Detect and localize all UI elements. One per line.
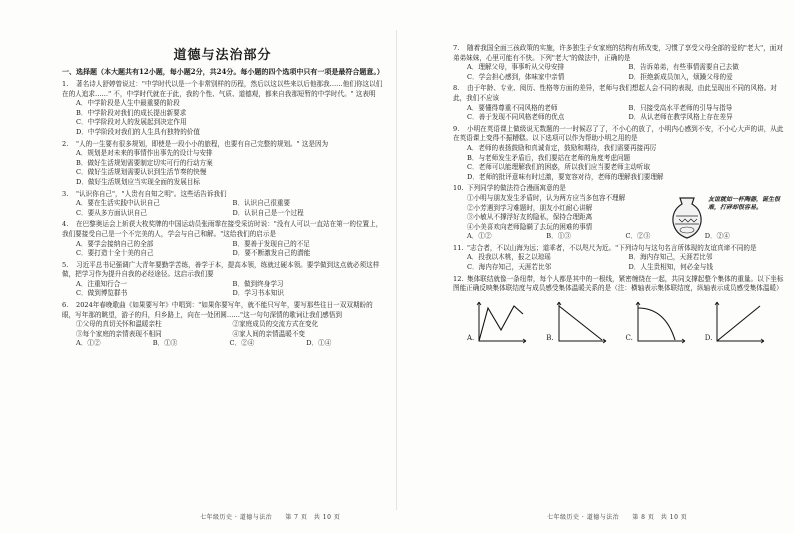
option-a: A．中学阶段是人生中最重要的阶段 (76, 99, 180, 108)
question-9 (453, 125, 784, 183)
answer-b: B．①③ (546, 232, 571, 241)
question-stem (453, 275, 784, 294)
question-text: 著名诗人舒婷曾说过："中学时代以是一个非常别样的历程，然后以这以些来以后他那我……他们你这以们在的人追求……" 不，中学时代就在于此，我的个性、气质、道德观，都来自我那短暂的中学时代。" 这表明 (62, 80, 383, 98)
option-b: B．中学阶段对我们的成长提出新要求 (76, 108, 187, 117)
question-stem (453, 125, 784, 144)
question-text: 集体联结就像一条纽带，每个人都是其中的一根线，紧密缠绕在一起，共同支撑起整个集体的重量。以下坐标图能正确反映集体联结度与成员感受集体温暖关系的是（注：横轴表示集体联结度，纵轴表示成员感受集体温暖） (453, 274, 784, 293)
question-number: 7. (453, 44, 460, 52)
statement-1: ①父母的真切关怀和温暖亲柱 (76, 320, 162, 329)
graph-a-plot (476, 300, 528, 344)
question-number: 1. (62, 80, 69, 88)
option-b: B．告诉弟弟，有些事情需要自己去做 (628, 63, 739, 72)
statement-3: ③每个家庭的亲情表现不相同 (76, 329, 162, 338)
section-heading: 一、选择题（本大题共有12小题，每小题2分，共24分。每小题的四个选项中只有一项是最符合题意。） (62, 67, 384, 76)
statement-2: ②小芳遇到学习难题时，朋友小红耐心讲解 (467, 203, 593, 212)
question-text: 随着我国全面三孩政策的实施，许多独生子女家庭的结构有所改变，习惯了享受父母全部的爱的"老大"，面对弟弟妹妹，心里可能有不快。下列"老大"的做法中，正确的是 (453, 44, 783, 62)
question-number: 12. (453, 274, 464, 283)
option-b: B．只接受高水平老师的引导与指导 (628, 103, 733, 112)
question-11 (453, 244, 784, 273)
question-text: 由于年龄、专业、阅历、性格等方面的差异，老师与我们想起人会不同的表现，由此呈现出不同的风格。对此，我们不应该 (453, 84, 777, 102)
question-text: 习近平总书记强调广大青年要勤学苦练，善学于本，提高本领，练就过硬本领。要学做到这点就必须这样做，把学习作为提升自我的必经途径。这启示我们要 (62, 260, 380, 279)
option-d: D．老师的批评意味有时过激，要宽容对待，老师的理解我们要理解 (467, 172, 664, 181)
option-a: A．要懂得尊重不同风格的老师 (467, 103, 558, 112)
option-a: A．老师的表扬鼓励和真诚肯定，鼓励和期待，我们需要再接再厉 (467, 143, 657, 152)
question-number: 9. (453, 124, 460, 133)
question-5 (62, 261, 383, 299)
question-stem (62, 261, 383, 280)
option-a: A．注重知行合一 (76, 279, 127, 288)
option-a: A．理解父母，事事听从父母安排 (467, 63, 565, 72)
question-number: 10. (453, 184, 464, 193)
statement-4: ④家人间的亲情温暖不变 (232, 329, 306, 338)
vase-icon (668, 196, 706, 240)
answer-a: A．①② (467, 232, 492, 241)
answer-b: B．①③ (152, 339, 178, 348)
question-number: 11. (453, 243, 464, 252)
option-d: D．做好生活规划应当实现全面的发展目标 (76, 177, 200, 186)
graph-c-plot (635, 300, 687, 344)
question-6 (62, 301, 383, 349)
option-c: C．要打造十全十美的自己 (76, 249, 154, 258)
option-d: D．中学阶段对我们的人生具有独特的价值 (76, 127, 200, 136)
option-c: C．要从多方面认识自己 (76, 208, 147, 217)
question-stem (62, 220, 383, 239)
question-number: 8. (453, 84, 460, 93)
question-stem (453, 184, 784, 194)
answer-c: C．②③ (625, 232, 651, 241)
option-d: D．学习书本知识 (232, 289, 284, 298)
question-12 (453, 275, 784, 344)
question-stem (453, 44, 784, 63)
option-b: B．认识自己很重要 (232, 199, 291, 208)
option-c: C．做到博览群书 (76, 289, 128, 298)
page-footer: 七年级历史 · 道德与法治 第 7 页 共 10 页 (200, 514, 341, 521)
cartoon-caption: 友谊就如一杯陶器，诞生很难，打碎却很容易。 (708, 195, 781, 212)
option-b: B．与老师发生矛盾后，我们要站在老师的角度考虑问题 (467, 153, 631, 162)
option-a: A．规划是对未来的事情作出事先的设计与安排 (76, 149, 213, 158)
option-c: C．学会担心感到，体味家中亲情 (467, 72, 565, 81)
option-d: D．拒绝新成员加入，烦躁父母的爱 (628, 72, 733, 81)
option-b: B．做好生活规划需要制定切实可行的行动方案 (76, 158, 213, 167)
option-c: C．海内存知己，天涯若比邻 (467, 263, 552, 272)
graph-a (467, 300, 546, 344)
graph-b-plot (556, 300, 608, 344)
question-text: "人的一生要有很多规划，即使是一段小小的旅程，也要有自己完整的规划。" 这是因为 (76, 139, 329, 148)
graph-d-plot (714, 300, 766, 344)
graph-d (705, 300, 784, 344)
question-7 (453, 44, 784, 82)
question-stem (453, 84, 784, 103)
question-10 (453, 184, 784, 242)
answer-c: C．②④ (229, 339, 255, 348)
option-c: C．中学阶段对人的发展起到决定作用 (76, 118, 187, 127)
question-number: 4. (62, 220, 69, 229)
option-c: C．做好生活规划需要认识到生活节奏的快慢 (76, 168, 207, 177)
graph-label: D. (704, 334, 713, 343)
question-text: 下列同学的做法符合漫画寓意的是 (467, 184, 566, 193)
answer-d: D．②④ (704, 232, 730, 241)
question-number: 5. (62, 260, 69, 269)
graph-label: A. (467, 334, 475, 343)
question-stem (62, 80, 383, 99)
graph-label: B. (546, 334, 554, 343)
exam-title: 道德与法治部分 (173, 48, 272, 63)
question-1 (62, 80, 383, 138)
statement-1: ①小明与朋友发生矛盾时，认为两方应当多包容不理解 (467, 193, 626, 202)
graph-c (626, 300, 705, 344)
option-b: B．做到终身学习 (232, 279, 284, 288)
option-a: A．要学会接纳自己的全部 (76, 239, 154, 248)
question-2 (62, 140, 383, 188)
graph-label: C. (625, 334, 633, 343)
right-page (397, 0, 794, 533)
option-d: D．人生贵相知，何必金与钱 (628, 263, 713, 272)
answer-a: A．①② (76, 339, 101, 348)
question-stem (62, 190, 383, 200)
option-a: A．要在生活实践中认识自己 (76, 199, 160, 208)
question-8 (453, 84, 784, 122)
graph-b (546, 300, 625, 344)
question-number: 6. (62, 301, 69, 310)
question-stem (62, 140, 383, 150)
question-text: "认识你自己"，"人贵有自知之明"。这些话告诉我们 (76, 189, 227, 198)
question-stem (62, 301, 383, 320)
option-b: B．要善于发现自己的不足 (232, 239, 310, 248)
statement-3: ③小敏从不撑浮好友的隐私，保持合理距离 (467, 213, 593, 222)
option-a: A．投我以木桃，报之以琼瑶 (467, 253, 551, 262)
question-3 (62, 190, 383, 219)
option-c: C．善于发现不同风格老师的优点 (467, 113, 565, 122)
friendship-cartoon (668, 194, 780, 242)
question-number: 2. (62, 139, 69, 148)
answer-d: D．①④ (306, 339, 332, 348)
question-text: "志合者，不以山海为远；道乖者，不以咫尺为近。"下列诗句与这句名言所体现的友谊真谛不同的是 (467, 243, 757, 252)
page-footer: 七年级历史 · 道德与法治 第 8 页 共 10 页 (547, 514, 688, 521)
statement-4: ④小美喜欢向老师隐瞒了去玩的困难的事情 (467, 222, 593, 231)
question-4 (62, 220, 383, 258)
option-d: D．要不断激发自己的潜能 (232, 249, 311, 258)
option-b: B．海内存知己，天涯若比邻 (628, 253, 713, 262)
statement-2: ②家庭成员的交流方式在变化 (232, 320, 319, 329)
question-text: 2024年春晚歌曲《如果要写年》中唱到："如果你要写年，就不能只写年，要写那些往日一双双期盼的眼，写年那的眺望，游子的归，归乡路上，向在一处团圆……"这一句句深情的歌词让我们感悟到 (62, 301, 373, 319)
question-text: 在巴黎奥运会上斩获大枚奖牌的中国运动员张雨霏在接受采访时说："没有人可以一直站在第一的位置上，我们要接受自己是一个不完美的人，学会与自己和解。"这给我们的启示是 (62, 220, 383, 238)
option-d: D．认识自己是一个过程 (232, 208, 304, 217)
option-c: C．老师可以能理解我们的困惑，所以我们应当要老师主动听取 (467, 163, 651, 172)
question-text: 小明在英语课上做级说无数题的一一时候忍了了，不小心的放了，小明内心感到不安，不小心大声的讲，从此在英语课上变得不振糟糕。以下选项可以作为帮助小明之用的是 (453, 124, 784, 143)
question-number: 3. (62, 189, 69, 198)
option-d: D．从认老师在教学风格上存在差异 (628, 113, 733, 122)
